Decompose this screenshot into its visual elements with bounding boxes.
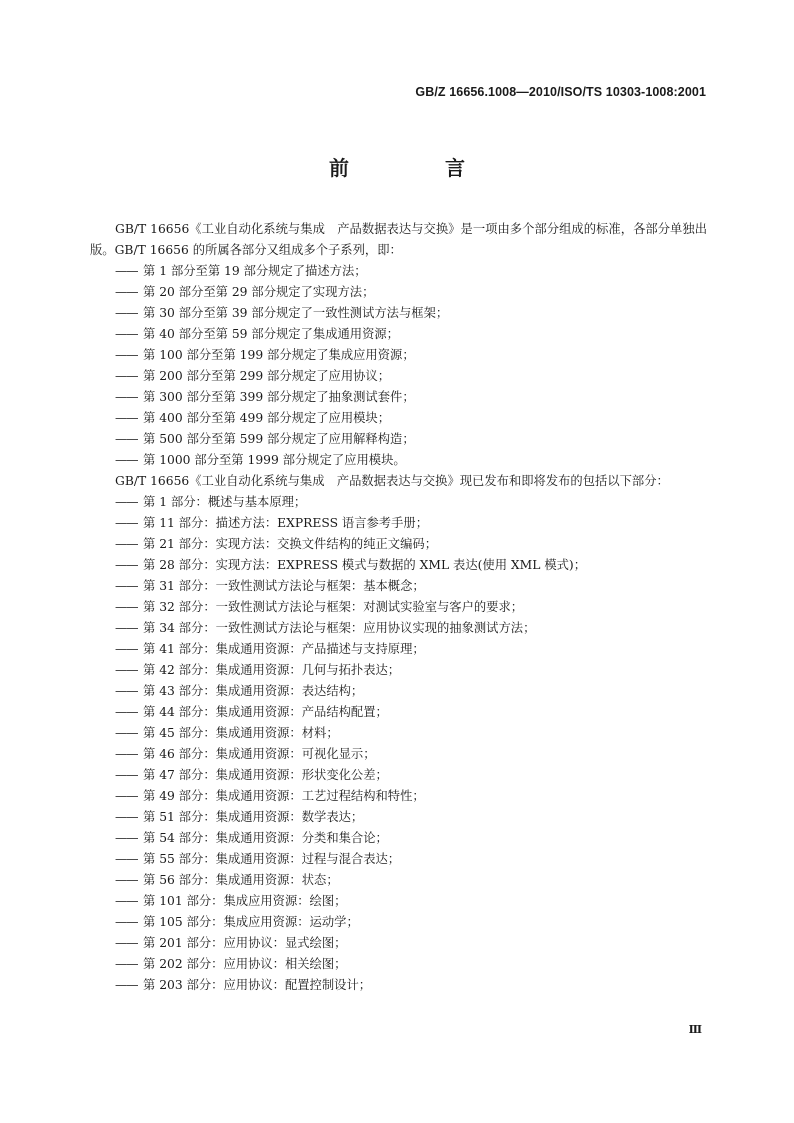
- list-item: [90, 807, 707, 828]
- list-item: [90, 891, 707, 912]
- list-dash: ——: [115, 873, 138, 887]
- list-item-text: 第 40 部分至第 59 部分规定了集成通用资源；: [143, 327, 399, 341]
- list-dash: ——: [115, 558, 138, 572]
- list-dash: ——: [115, 957, 138, 971]
- list-item-text: 第 34 部分：一致性测试方法论与框架：应用协议实现的抽象测试方法；: [143, 621, 536, 635]
- list-item-text: 第 46 部分：集成通用资源：可视化显示；: [143, 747, 376, 761]
- list-item-text: 第 31 部分：一致性测试方法论与框架：基本概念；: [143, 579, 425, 593]
- list-item: [90, 597, 707, 618]
- list-item-text: 第 11 部分：描述方法：EXPRESS 语言参考手册；: [143, 516, 428, 530]
- list-dash: ——: [115, 705, 138, 719]
- list-item-text: 第 56 部分：集成通用资源：状态；: [143, 873, 339, 887]
- list-item-text: 第 1 部分：概述与基本原理；: [143, 495, 307, 509]
- list-item: [90, 576, 707, 597]
- list-dash: ——: [115, 264, 138, 278]
- list-item-text: 第 42 部分：集成通用资源：几何与拓扑表达；: [143, 663, 401, 677]
- list-item-text: 第 32 部分：一致性测试方法论与框架：对测试实验室与客户的要求；: [143, 600, 524, 614]
- list-item-text: 第 21 部分：实现方法：交换文件结构的纯正文编码；: [143, 537, 437, 551]
- list-item: [90, 660, 707, 681]
- list-item-text: 第 203 部分：应用协议：配置控制设计；: [143, 978, 372, 992]
- list-dash: ——: [115, 810, 138, 824]
- list-item-text: 第 105 部分：集成应用资源：运动学；: [143, 915, 359, 929]
- list-item: [90, 912, 707, 933]
- list-item: [90, 303, 707, 324]
- list-item-text: 第 300 部分至第 399 部分规定了抽象测试套件；: [143, 390, 415, 404]
- list-item-text: 第 41 部分：集成通用资源：产品描述与支持原理；: [143, 642, 425, 656]
- list-item-text: 第 20 部分至第 29 部分规定了实现方法；: [143, 285, 375, 299]
- list-item: [90, 975, 707, 996]
- list-item-text: 第 47 部分：集成通用资源：形状变化公差；: [143, 768, 388, 782]
- standard-code-header: GB/Z 16656.1008—2010/ISO/TS 10303-1008:2001: [415, 85, 706, 99]
- list-dash: ——: [115, 747, 138, 761]
- list-item: [90, 492, 707, 513]
- list-dash: ——: [115, 642, 138, 656]
- list-dash: ——: [115, 369, 138, 383]
- list-dash: ——: [115, 915, 138, 929]
- list-dash: ——: [115, 306, 138, 320]
- list-item: [90, 702, 707, 723]
- list-dash: ——: [115, 390, 138, 404]
- list-dash: ——: [115, 894, 138, 908]
- list-item: [90, 324, 707, 345]
- list-item-text: 第 1000 部分至第 1999 部分规定了应用模块。: [143, 453, 406, 467]
- list-item: [90, 828, 707, 849]
- list-dash: ——: [115, 768, 138, 782]
- list-item: [90, 744, 707, 765]
- list-item: [90, 933, 707, 954]
- list-item-text: 第 43 部分：集成通用资源：表达结构；: [143, 684, 364, 698]
- list-item: [90, 870, 707, 891]
- list-dash: ——: [115, 411, 138, 425]
- list-item: [90, 618, 707, 639]
- list-dash: ——: [115, 348, 138, 362]
- list-dash: ——: [115, 285, 138, 299]
- page-number: Ⅲ: [688, 1023, 702, 1036]
- list-item-text: 第 55 部分：集成通用资源：过程与混合表达；: [143, 852, 401, 866]
- list-dash: ——: [115, 432, 138, 446]
- list-dash: ——: [115, 579, 138, 593]
- list-dash: ——: [115, 327, 138, 341]
- list-item: [90, 765, 707, 786]
- list-dash: ——: [115, 852, 138, 866]
- list-item-text: 第 400 部分至第 499 部分规定了应用模块；: [143, 411, 391, 425]
- list-dash: ——: [115, 936, 138, 950]
- intro-paragraph: GB/T 16656《工业自动化系统与集成 产品数据表达与交换》是一项由多个部分组成的标准，各部分单独出版。GB/T 16656 的所属各部分又组成多个子系列，即：: [90, 222, 707, 257]
- list-item: [90, 366, 707, 387]
- document-body: [90, 219, 707, 996]
- list-item-text: 第 54 部分：集成通用资源：分类和集合论；: [143, 831, 388, 845]
- list-item: [90, 639, 707, 660]
- list-item-text: 第 44 部分：集成通用资源：产品结构配置；: [143, 705, 388, 719]
- published-paragraph: GB/T 16656《工业自动化系统与集成 产品数据表达与交换》现已发布和即将发布的包括以下部分：: [115, 474, 669, 488]
- list-item-text: 第 202 部分：应用协议：相关绘图；: [143, 957, 347, 971]
- list-dash: ——: [115, 684, 138, 698]
- list-item: [90, 681, 707, 702]
- list-item-text: 第 201 部分：应用协议：显式绘图；: [143, 936, 347, 950]
- list-dash: ——: [115, 831, 138, 845]
- list-item: [90, 261, 707, 282]
- list-dash: ——: [115, 600, 138, 614]
- list-item: [90, 408, 707, 429]
- series-list: [90, 261, 707, 471]
- list-item: [90, 786, 707, 807]
- list-item: [90, 534, 707, 555]
- list-item-text: 第 200 部分至第 299 部分规定了应用协议；: [143, 369, 391, 383]
- list-item: [90, 723, 707, 744]
- list-item: [90, 513, 707, 534]
- list-item-text: 第 49 部分：集成通用资源：工艺过程结构和特性；: [143, 789, 425, 803]
- list-item-text: 第 1 部分至第 19 部分规定了描述方法；: [143, 264, 367, 278]
- list-item-text: 第 500 部分至第 599 部分规定了应用解释构造；: [143, 432, 415, 446]
- list-item: [90, 555, 707, 576]
- list-dash: ——: [115, 621, 138, 635]
- list-item: [90, 282, 707, 303]
- list-item: [90, 849, 707, 870]
- list-item: [90, 954, 707, 975]
- list-dash: ——: [115, 789, 138, 803]
- page-title: 前 言: [329, 156, 503, 180]
- list-dash: ——: [115, 537, 138, 551]
- list-item: [90, 429, 707, 450]
- list-item-text: 第 28 部分：实现方法：EXPRESS 模式与数据的 XML 表达(使用 XML 模式)；: [143, 558, 587, 572]
- list-dash: ——: [115, 726, 138, 740]
- list-item-text: 第 100 部分至第 199 部分规定了集成应用资源；: [143, 348, 415, 362]
- list-item: [90, 450, 707, 471]
- list-dash: ——: [115, 453, 138, 467]
- list-item-text: 第 51 部分：集成通用资源：数学表达；: [143, 810, 364, 824]
- list-item: [90, 345, 707, 366]
- parts-list: [90, 492, 707, 996]
- list-dash: ——: [115, 516, 138, 530]
- list-item: [90, 387, 707, 408]
- list-item-text: 第 30 部分至第 39 部分规定了一致性测试方法与框架；: [143, 306, 449, 320]
- list-dash: ——: [115, 663, 138, 677]
- list-item-text: 第 45 部分：集成通用资源：材料；: [143, 726, 339, 740]
- list-item-text: 第 101 部分：集成应用资源：绘图；: [143, 894, 347, 908]
- list-dash: ——: [115, 495, 138, 509]
- list-dash: ——: [115, 978, 138, 992]
